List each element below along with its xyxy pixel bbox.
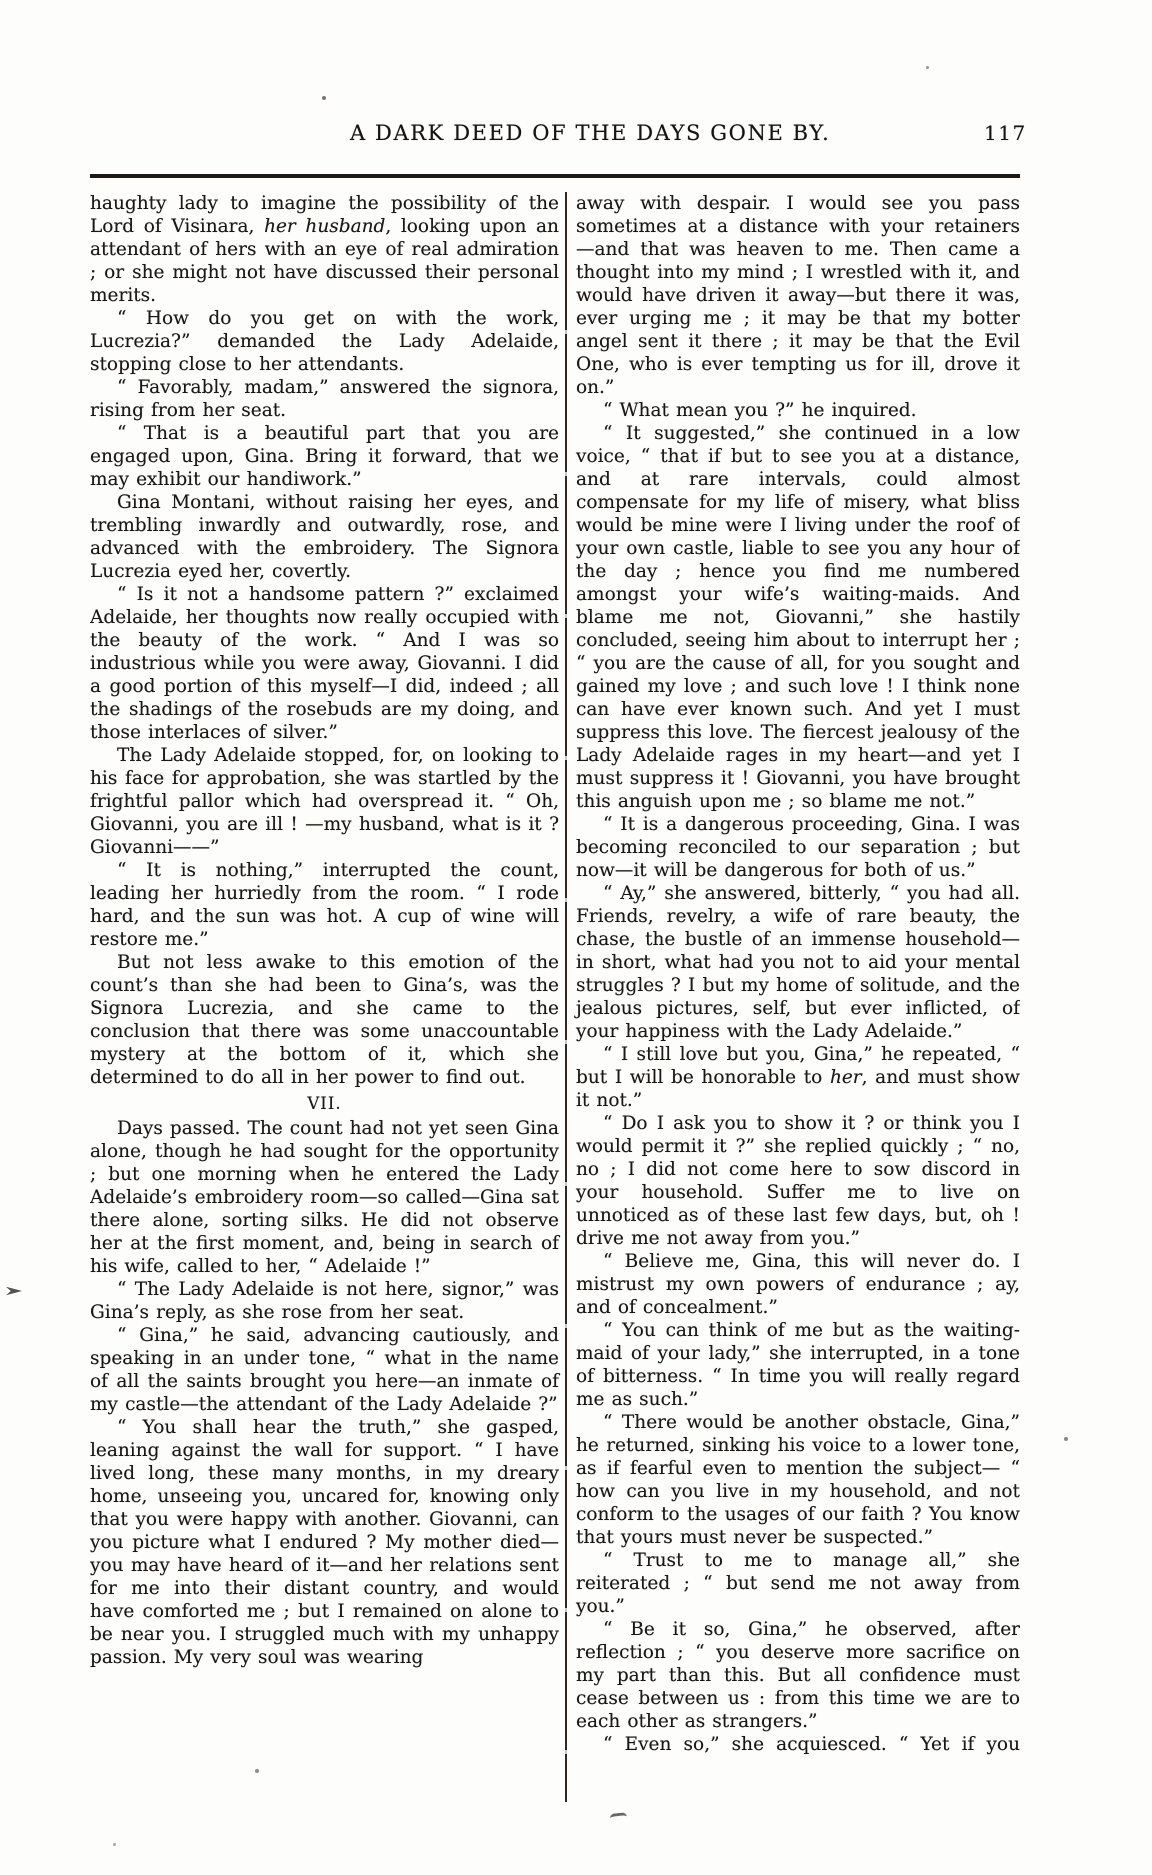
paragraph: “ Gina,” he said, advancing cautiously, and speaking in an under tone, “ what in the name of all the saints brought you here—an inmate of my castle—the attendant of the Lady Adelaide ?” xyxy=(90,1325,559,1415)
running-title: A DARK DEED OF THE DAYS GONE BY. xyxy=(350,121,831,145)
scan-artifact-squiggle xyxy=(610,1812,628,1823)
paragraph: “ It is nothing,” interrupted the count, leading her hurriedly from the room. “ I rode hard, and the sun was hot. A cup of wine will restore me.” xyxy=(90,860,559,950)
paragraph: “ It suggested,” she continued in a low voice, “ that if but to see you at a distance, and at rare intervals, could almost compensate for my life of misery, what bliss would be mine were I living under the roof of your own castle, liable to see you any hour of the day ; hence you find me numbered amongst your wife’s waiting-maids. And blame me not, Giovanni,” she hastily concluded, seeing him about to interrupt her ; “ you are the cause of all, for you sought and gained my love ; and such love ! I think none can have ever known such. And yet I must suppress this love. The fiercest jealousy of the Lady Adelaide rages in my heart—and yet I must suppress it ! Giovanni, you have brought this anguish upon me ; so blame me not.” xyxy=(576,423,1020,812)
scan-speck xyxy=(1064,1437,1068,1441)
left-column xyxy=(90,192,559,1810)
paragraph: “ Do I ask you to show it ? or think you I would permit it ?” she replied quickly ; “ no, no ; I did not come here to sow discord in your household. Suffer me to live on unnoticed as of these last few days, but, oh ! drive me not away from you.” xyxy=(576,1113,1020,1249)
paragraph: haughty lady to imagine the possibility of the Lord of Visinara, her husband, looking upon an attendant of hers with an eye of real admiration ; or she might not have discussed their personal merits. xyxy=(90,193,559,306)
paragraph: “ You shall hear the truth,” she gasped, leaning against the wall for support. “ I have lived long, these many months, in my dreary home, unseeing you, uncared for, knowing only that you were happy with another. Giovanni, can you picture what I endured ? My mother died—you may have heard of it—and her relations sent for me into their distant country, and would have comforted me ; but I remained on alone to be near you. I struggled much with my unhappy passion. My very soul was wearing xyxy=(90,1417,559,1668)
paragraph: The Lady Adelaide stopped, for, on looking to his face for approbation, she was startled by the frightful pallor which had overspread it. “ Oh, Giovanni, you are ill ! —my husband, what is it ? Giovanni——” xyxy=(90,745,559,858)
paragraph: “ Even so,” she acquiesced. “ Yet if you xyxy=(603,1734,1020,1755)
header-rule xyxy=(90,174,1020,178)
paragraph: “ That is a beautiful part that you are engaged upon, Gina. Bring it forward, that we may exhibit our handiwork.” xyxy=(90,423,559,490)
paragraph: “ What mean you ?” he inquired. xyxy=(603,400,917,421)
paragraph: “ How do you get on with the work, Lucrezia?” demanded the Lady Adelaide, stopping close to her attendants. xyxy=(90,308,559,375)
right-column xyxy=(576,192,1020,1810)
chapter-heading: VII. xyxy=(307,1094,342,1113)
paragraph: “ It is a dangerous proceeding, Gina. I was becoming reconciled to our separation ; but now—it will be dangerous for both of us.” xyxy=(576,814,1020,881)
paragraph: “ You can think of me but as the waiting-maid of your lady,” she interrupted, in a tone of bitterness. “ In time you will really regard me as such.” xyxy=(576,1320,1020,1410)
paragraph: Days passed. The count had not yet seen Gina alone, though he had sought for the opportunity ; but one morning when he entered the Lady Adelaide’s embroidery room—so called—Gina sat there alone, sorting silks. He did not observe her at the first moment, and, being in search of his wife, called to her, “ Adelaide !” xyxy=(90,1118,560,1277)
paragraph: “ Is it not a handsome pattern ?” exclaimed Adelaide, her thoughts now really occupied with the beauty of the work. “ And I was so industrious while you were away, Giovanni. I did a good portion of this myself—I did, indeed ; all the shadings of the rosebuds are my doing, and those interlaces of silver.” xyxy=(90,584,559,743)
paragraph: Gina Montani, without raising her eyes, and trembling inwardly and outwardly, rose, and advanced with the embroidery. The Signora Lucrezia eyed her, covertly. xyxy=(90,492,559,582)
text-columns xyxy=(90,192,1020,1810)
scan-speck xyxy=(113,1843,116,1846)
paragraph: “ Trust to me to manage all,” she reiterated ; “ but send me not away from you.” xyxy=(576,1550,1020,1617)
paragraph: away with despair. I would see you pass sometimes at a distance with your retainers —and that was heaven to me. Then came a thought into my mind ; I wrestled with it, and would have driven it away—but there it was, ever urging me ; it may be that my botter angel sent it there ; it may be that the Evil One, who is ever tempting us for ill, drove it on.” xyxy=(576,193,1020,398)
paragraph: “ Favorably, madam,” answered the signora, rising from her seat. xyxy=(90,377,559,421)
paragraph: “ Believe me, Gina, this will never do. I mistrust my own powers of endurance ; ay, and of concealment.” xyxy=(576,1251,1020,1318)
paragraph: “ The Lady Adelaide is not here, signor,” was Gina’s reply, as she rose from her seat. xyxy=(90,1279,559,1323)
scan-artifact-margin-mark xyxy=(6,1286,22,1296)
paragraph: “ There would be another obstacle, Gina,” he returned, sinking his voice to a lower tone, as if fearful even to mention the subject— “ how can you live in my household, and not conform to the usages of our faith ? You know that yours must never be suspected.” xyxy=(576,1412,1020,1548)
page-number: 117 xyxy=(984,121,1027,145)
scan-speck xyxy=(322,96,326,100)
scan-speck xyxy=(926,66,929,69)
paragraph: But not less awake to this emotion of the count’s than she had been to Gina’s, was the Signora Lucrezia, and she came to the conclusion that there was some unaccountable mystery at the bottom of it, which she determined to do all in her power to find out. xyxy=(90,952,559,1088)
paragraph: “ I still love but you, Gina,” he repeated, “ but I will be honorable to her, and must show it not.” xyxy=(576,1044,1020,1111)
paragraph: “ Be it so, Gina,” he observed, after reflection ; “ you deserve more sacrifice on my part than this. But all confidence must cease between us : from this time we are to each other as strangers.” xyxy=(576,1619,1020,1732)
scan-speck xyxy=(255,1769,259,1773)
column-divider xyxy=(565,192,567,1802)
paragraph: “ Ay,” she answered, bitterly, “ you had all. Friends, revelry, a wife of rare beauty, the chase, the bustle of an immense household— in short, what had you not to aid your mental struggles ? I but my home of solitude, and the jealous pictures, self, but ever inflicted, of your happiness with the Lady Adelaide.” xyxy=(576,883,1020,1042)
